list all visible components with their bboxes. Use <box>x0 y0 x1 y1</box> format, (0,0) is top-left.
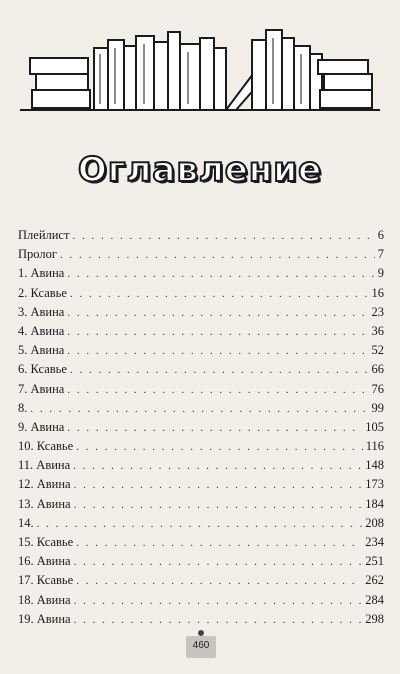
toc-entry <box>18 456 384 475</box>
dot-leader <box>67 304 368 323</box>
toc-entry <box>18 571 384 590</box>
toc-entry-label: 6. Ксавье <box>18 362 67 377</box>
dot-leader <box>76 534 362 553</box>
dot-leader <box>60 246 375 265</box>
dot-leader <box>37 515 363 534</box>
toc-entry <box>18 591 384 610</box>
toc-entry-label: 18. Авина <box>18 592 71 607</box>
table-of-contents <box>18 226 384 629</box>
dot-leader <box>74 476 363 495</box>
toc-entry-page: 23 <box>371 304 384 319</box>
toc-entry-page: 148 <box>365 458 384 473</box>
page-number: 460 <box>192 640 210 651</box>
dot-leader <box>70 285 369 304</box>
toc-entry-label: 10. Ксавье <box>18 439 74 454</box>
toc-entry-label: 1. Авина <box>18 266 65 281</box>
toc-entry-label: 5. Авина <box>18 343 65 358</box>
toc-entry <box>18 284 384 303</box>
toc-entry-page: 76 <box>371 381 384 396</box>
dot-leader <box>67 342 368 361</box>
toc-entry-label: 4. Авина <box>18 323 65 338</box>
toc-entry <box>18 303 384 322</box>
toc-entry-label: 13. Авина <box>18 496 71 511</box>
toc-entry <box>18 418 384 437</box>
toc-entry-label: 8. <box>18 400 28 415</box>
toc-entry-label: Пролог <box>18 247 57 262</box>
dot-leader <box>73 457 362 476</box>
dot-leader <box>74 496 363 515</box>
dot-leader <box>67 323 368 342</box>
toc-entry-label: 15. Ксавье <box>18 535 74 549</box>
page-title: Оглавление <box>77 150 323 190</box>
toc-entry <box>18 341 384 360</box>
dot-leader <box>72 227 374 246</box>
toc-entry-page: 251 <box>365 554 384 569</box>
dot-leader <box>67 419 362 438</box>
toc-entry-label: 19. Авина <box>18 611 71 626</box>
toc-entry <box>18 322 384 341</box>
toc-entry-page: 66 <box>371 362 384 377</box>
toc-entry-label: 16. Авина <box>18 554 71 569</box>
toc-entry-label: 7. Авина <box>18 381 65 396</box>
dot-leader <box>74 611 363 630</box>
dot-leader <box>67 265 374 284</box>
toc-entry-page: 99 <box>371 400 384 415</box>
toc-entry-page: 234 <box>365 535 384 549</box>
toc-entry <box>18 380 384 399</box>
toc-entry-label: 11. Авина <box>18 458 71 473</box>
toc-entry <box>18 226 384 245</box>
toc-entry <box>18 399 384 418</box>
toc-entry-page: 36 <box>371 323 384 338</box>
toc-entry-page: 284 <box>365 592 384 607</box>
toc-entry-page: 184 <box>365 496 384 511</box>
dot-leader <box>70 361 369 380</box>
toc-entry-label: 12. Авина <box>18 477 71 492</box>
toc-entry-page: 7 <box>377 247 384 262</box>
bookshelf-illustration <box>20 18 380 128</box>
toc-entry-page: 6 <box>377 228 384 242</box>
toc-entry-label: 17. Ксавье <box>18 573 74 588</box>
toc-entry-label: 9. Авина <box>18 419 65 434</box>
dot-leader <box>76 572 362 591</box>
toc-entry <box>18 475 384 494</box>
toc-entry <box>18 360 384 379</box>
dot-leader <box>74 553 363 572</box>
toc-entry-label: Плейлист <box>18 228 70 242</box>
toc-entry-page: 262 <box>365 573 384 588</box>
toc-entry-page: 105 <box>365 419 384 434</box>
toc-entry <box>18 495 384 514</box>
toc-entry-label: 2. Ксавье <box>18 285 67 300</box>
toc-entry <box>18 552 384 571</box>
toc-entry-page: 16 <box>371 285 384 300</box>
toc-entry-page: 208 <box>365 515 384 530</box>
dot-leader <box>74 592 363 611</box>
toc-entry <box>18 264 384 283</box>
toc-entry-page: 116 <box>365 439 384 454</box>
toc-entry <box>18 533 384 552</box>
toc-entry-page: 173 <box>365 477 384 492</box>
dot-leader <box>30 400 368 419</box>
toc-entry-label: 14. <box>18 515 34 530</box>
toc-entry <box>18 245 384 264</box>
toc-entry-page: 52 <box>371 343 384 358</box>
toc-entry <box>18 610 384 629</box>
dot-leader <box>76 438 363 457</box>
toc-entry-label: 3. Авина <box>18 304 65 319</box>
toc-entry <box>18 437 384 456</box>
tag-hole <box>198 630 204 636</box>
toc-entry-page: 298 <box>365 611 384 626</box>
dot-leader <box>67 381 368 400</box>
toc-entry-page: 9 <box>377 266 384 281</box>
toc-entry <box>18 514 384 533</box>
